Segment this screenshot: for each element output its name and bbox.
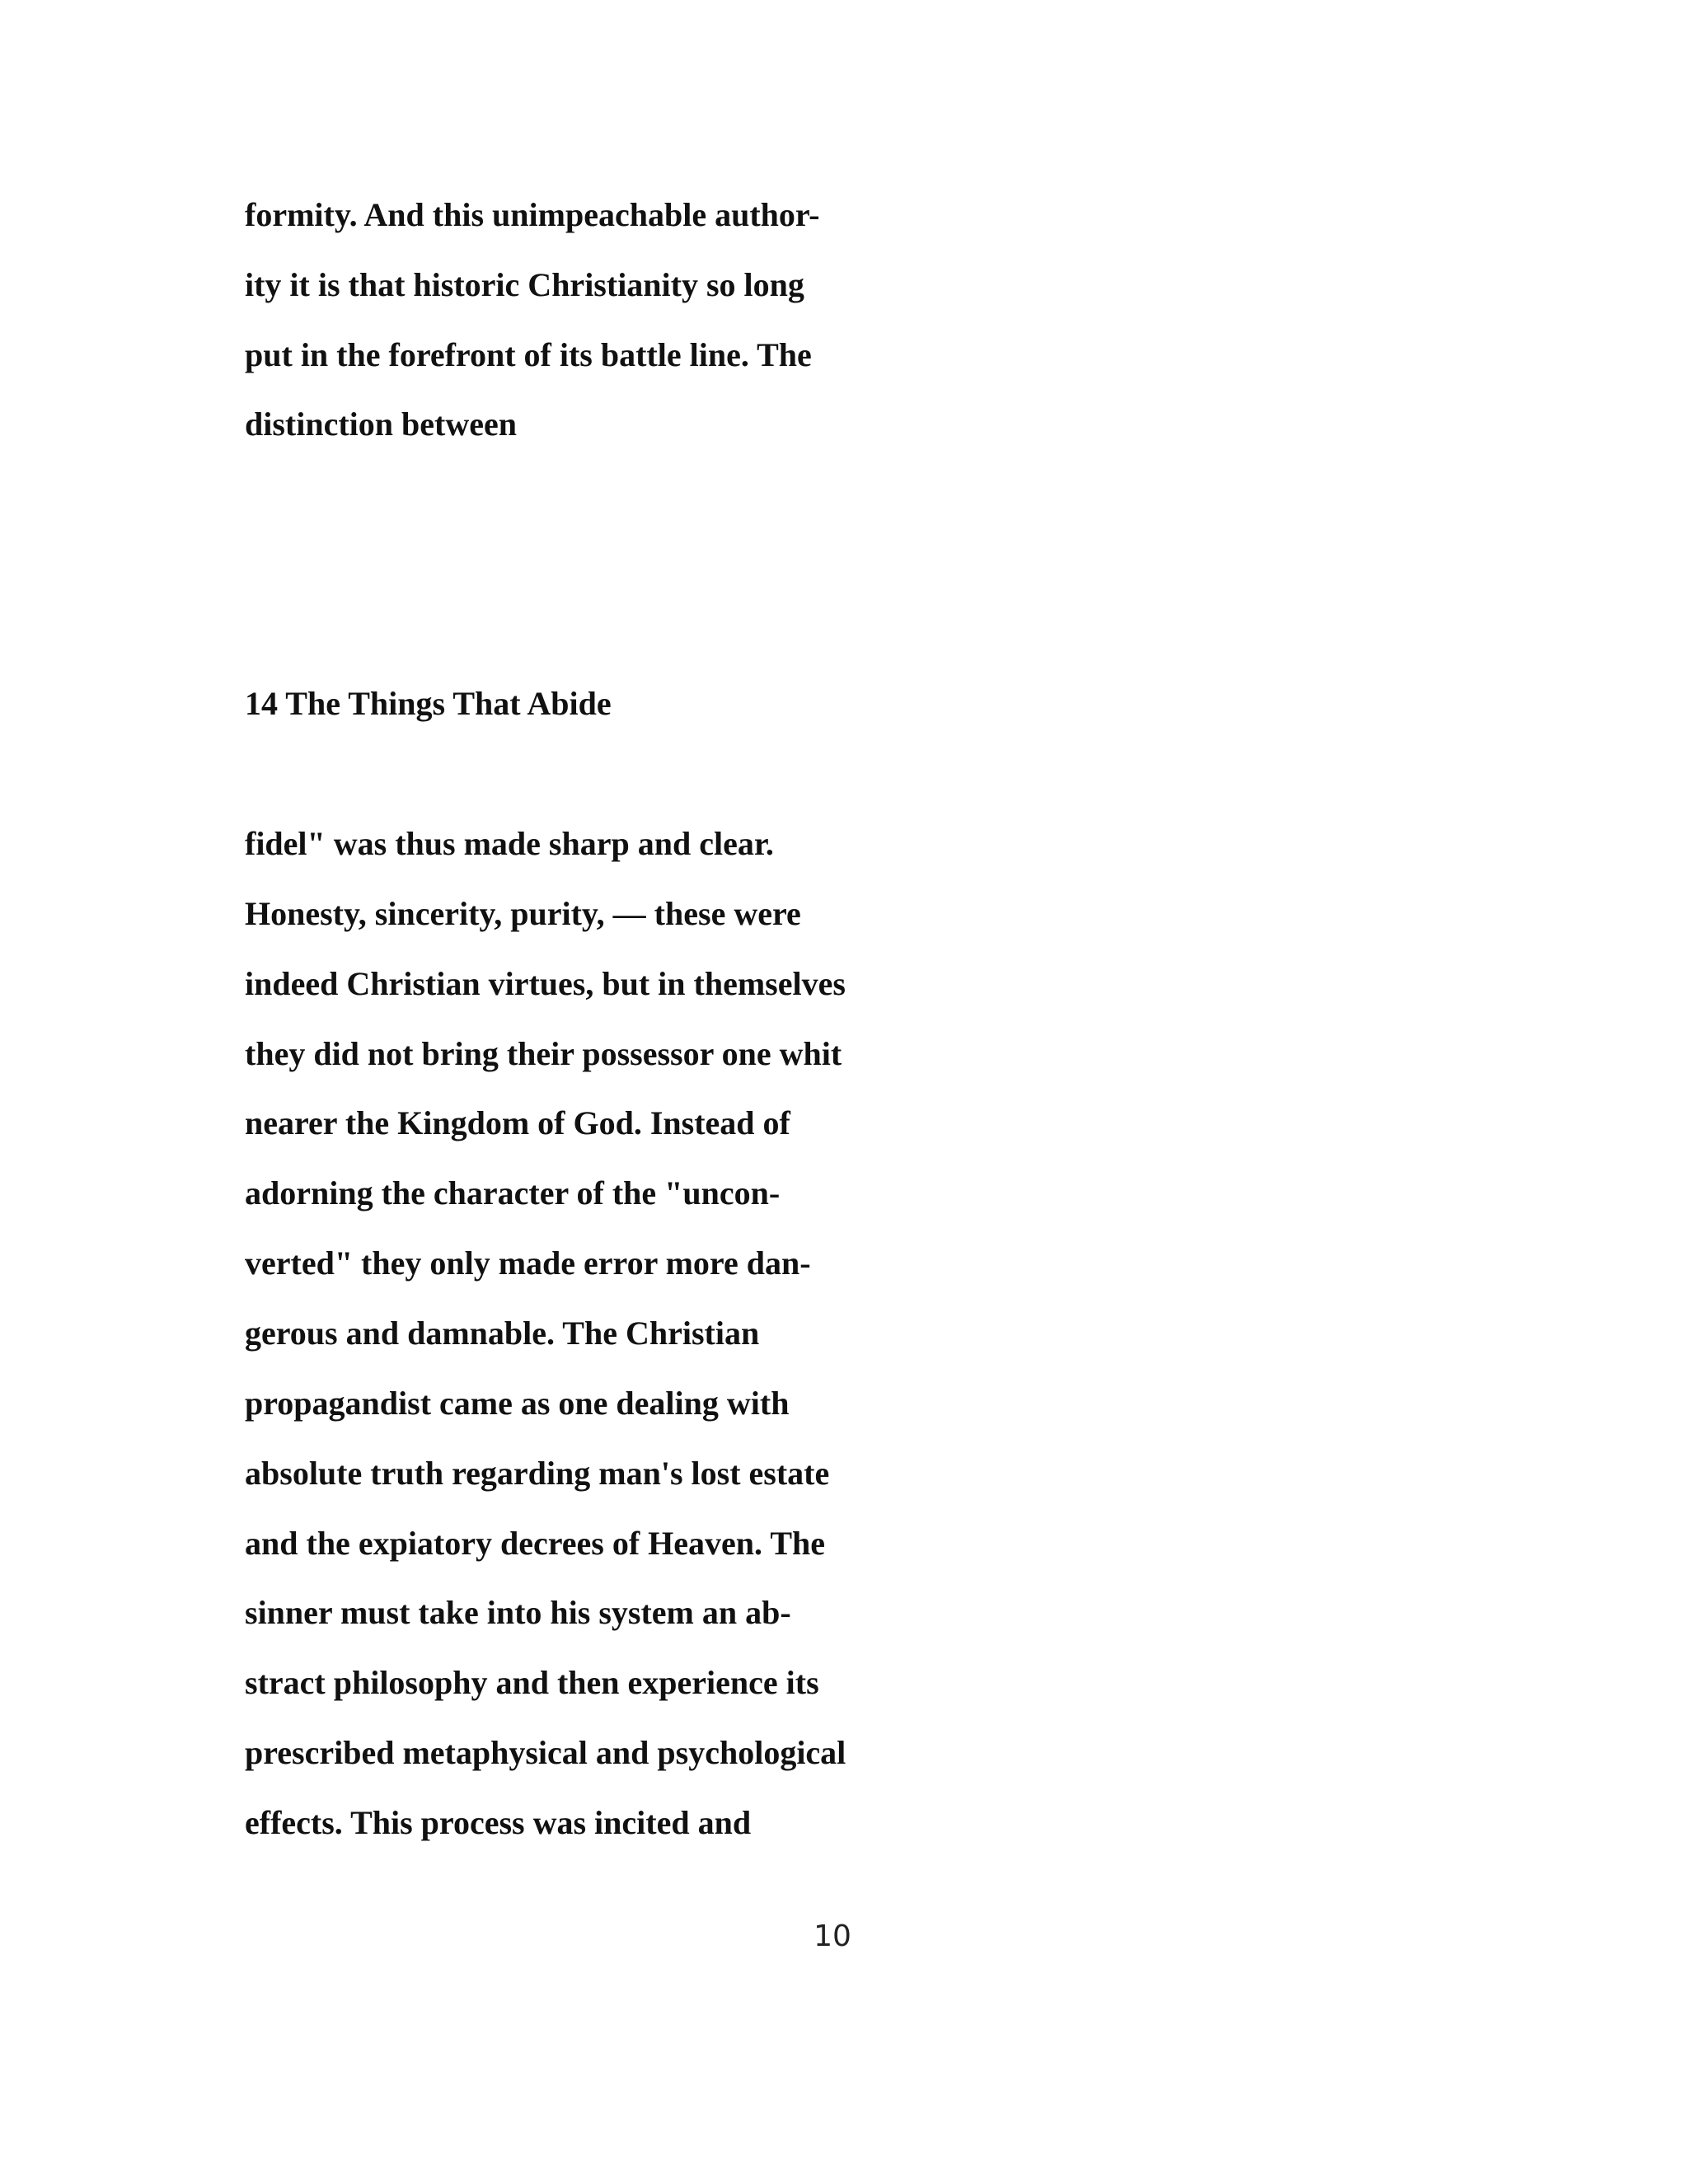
text-line: effects. This process was incited and	[245, 1804, 752, 1841]
text-line: stract philosophy and then experience its	[245, 1664, 819, 1701]
text-line: sinner must take into his system an ab-	[245, 1594, 791, 1631]
text-line: nearer the Kingdom of God. Instead of	[245, 1104, 790, 1141]
text-line: verted" they only made error more dan-	[245, 1244, 811, 1282]
text-line: gerous and damnable. The Christian	[245, 1315, 760, 1352]
text-line: ity it is that historic Christianity so long	[245, 266, 804, 303]
text-line: Honesty, sincerity, purity, — these were	[245, 895, 801, 932]
text-line: fidel" was thus made sharp and clear.	[245, 825, 774, 862]
page-number: 10	[814, 1919, 851, 1953]
text-line: prescribed metaphysical and psychological	[245, 1734, 846, 1771]
text-line: adorning the character of the "uncon-	[245, 1174, 781, 1212]
text-line: distinction between	[245, 405, 517, 443]
text-line: absolute truth regarding man's lost estate	[245, 1455, 830, 1492]
text-line: and the expiatory decrees of Heaven. The	[245, 1525, 826, 1562]
text-line: formity. And this unimpeachable author-	[245, 196, 820, 233]
text-line: indeed Christian virtues, but in themselves	[245, 965, 846, 1002]
text-line: they did not bring their possessor one whit	[245, 1035, 842, 1072]
text-line: propagandist came as one dealing with	[245, 1385, 790, 1422]
running-header: 14 The Things That Abide	[245, 685, 612, 722]
text-line: put in the forefront of its battle line. The	[245, 336, 812, 373]
